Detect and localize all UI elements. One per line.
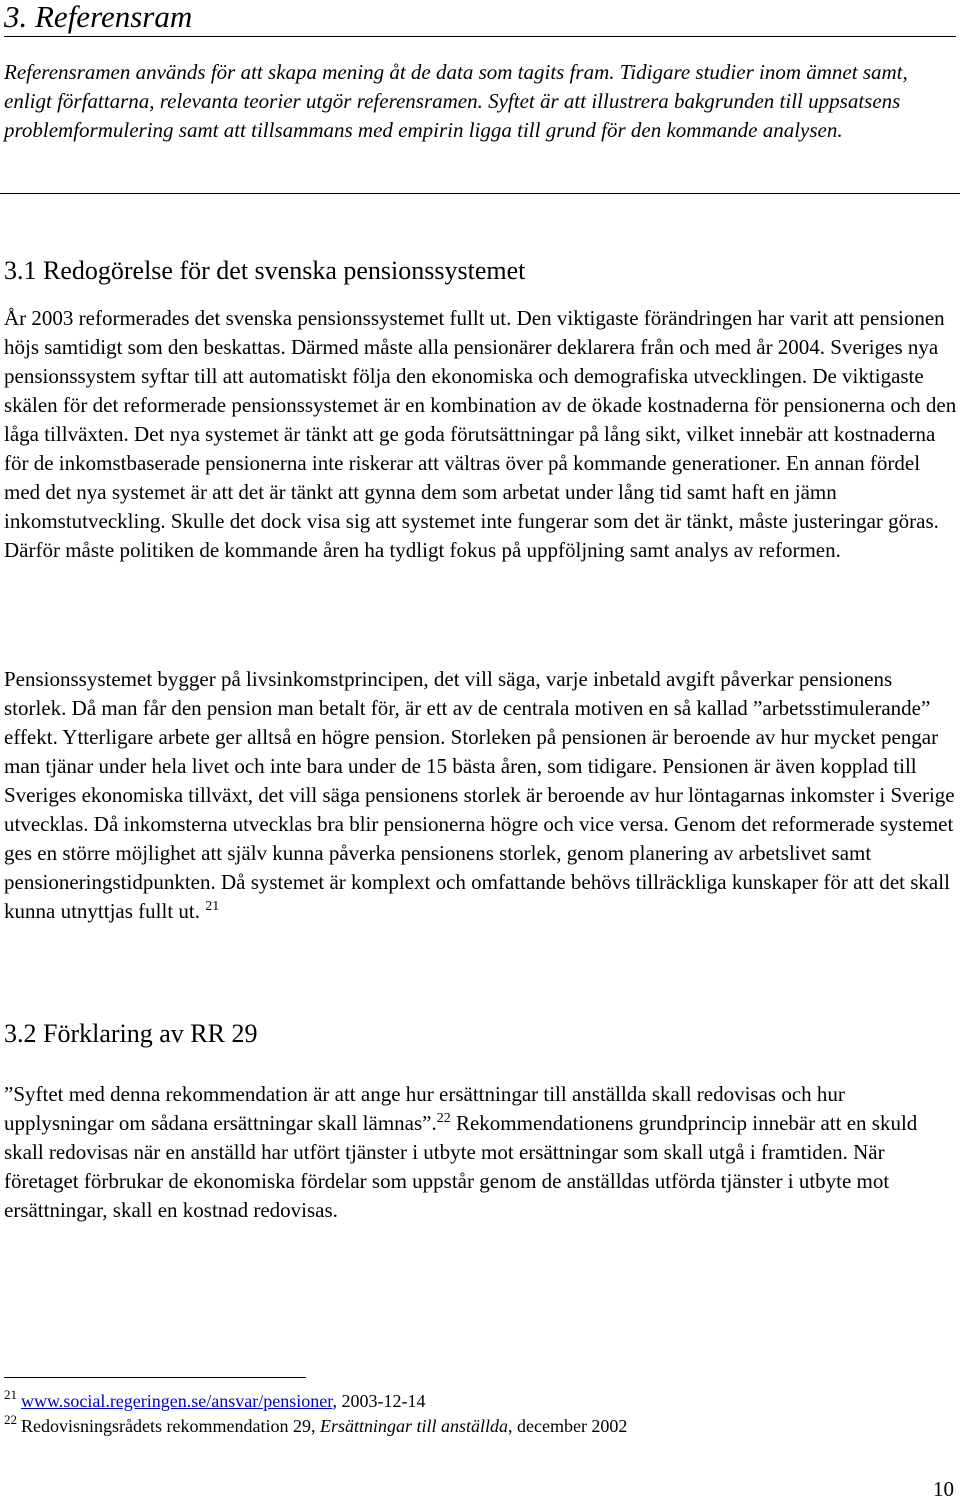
footnote-number: 22 <box>4 1412 17 1427</box>
section-3-2-paragraph <box>4 1080 958 1225</box>
chapter-title: 3. Referensram <box>4 0 956 37</box>
paragraph-2-text: Pensionssystemet bygger på livsinkomstprincipen, det vill säga, varje inbetald avgift påverkar pensionens storlek. Då man får den pension man betalt för, är ett av de centrala motiven en så kallad ”arbetsstimulerande” effekt. Ytterligare arbete ger alltså en högre pension. Storleken på pensionen är beroende av hur mycket pengar man tjänar under hela livet och inte bara under de 15 bästa åren, som tidigare. Pensionen är även kopplad till Sveriges ekonomiska tillväxt, det vill säga pensionens storlek är beroende av hur löntagarnas inkomster i Sverige utvecklas. Då inkomsterna utvecklas bra blir pensionerna högre och vice versa. Genom det reformerade systemet ges en större möjlighet att själv kunna påverka pensionens storlek, genom planering av arbetslivet samt pensioneringstidpunkten. Då systemet är komplext och omfattande behövs tillräckliga kunskaper för att det skall kunna utnyttjas fullt ut. <box>4 667 955 923</box>
chapter-intro: Referensramen används för att skapa mening åt de data som tagits fram. Tidigare studier inom ämnet samt, enligt författarna, relevanta teorier utgör referensramen. Syftet är att illustrera bakgrunden till uppsatsens problemformulering samt att tillsammans med empirin ligga till grund för den kommande analysen. <box>4 60 908 142</box>
rr29-quote: ”Syftet med denna rekommendation är att ange hur ersättningar till anställda skall redovisas och hur upplysningar om sådana ersättningar skall lämnas”. <box>4 1082 845 1135</box>
footnote-22 <box>4 1412 628 1437</box>
rr29-explanation: Rekommendationens grundprincip innebär att en skuld skall redovisas när en anställd har utfört tjänster i utbyte mot ersättningar som skall utgå i framtiden. När företaget förbrukar de ekonomiska fördelar som uppstår genom de anställdas utförda tjänster i utbyte mot ersättningar, skall en kostnad redovisas. <box>4 1111 918 1222</box>
section-heading-3-1: 3.1 Redogörelse för det svenska pensionssystemet <box>4 256 526 285</box>
footnote-separator <box>4 1377 306 1378</box>
footnote-number: 21 <box>4 1387 17 1402</box>
footnote-italic-title: Ersättningar till anställda <box>319 1416 508 1436</box>
footnote-text-end: , december 2002 <box>507 1416 628 1436</box>
footnote-ref-21[interactable]: 21 <box>205 899 220 914</box>
page-number: 10 <box>933 1477 954 1501</box>
section-3-1-paragraph-2 <box>4 665 958 926</box>
footnote-text: Redovisningsrådets rekommendation 29, <box>21 1416 320 1436</box>
footnote-link[interactable]: www.social.regeringen.se/ansvar/pensioner <box>21 1391 333 1411</box>
section-heading-3-2: 3.2 Förklaring av RR 29 <box>4 1019 258 1048</box>
footnote-date: , 2003-12-14 <box>332 1391 426 1411</box>
section-divider <box>0 193 960 194</box>
section-3-1-paragraph-1: År 2003 reformerades det svenska pensionssystemet fullt ut. Den viktigaste förändringen har varit att pensionen höjs samtidigt som den beskattas. Därmed måste alla pensionärer deklarera från och med år 2004. Sveriges nya pensionssystem syftar till att automatiskt följa den ekonomiska och demografiska utvecklingen. De viktigaste skälen för det reformerade pensionssystemet är en kombination av de ökade kostnaderna för pensionerna och den låga tillväxten. Det nya systemet är tänkt att ge goda förutsättningar på lång sikt, vilket innebär att kostnaderna för de inkomstbaserade pensionerna inte riskerar att vältras över på kommande generationer. En annan fördel med det nya systemet är att det är tänkt att gynna dem som arbetat under lång tid samt haft en jämn inkomstutveckling. Skulle det dock visa sig att systemet inte fungerar som det är tänkt, måste justeringar göras. Därför måste politiken de kommande åren ha tydligt fokus på uppföljning samt analys av reformen. <box>4 306 957 562</box>
footnote-21 <box>4 1387 426 1412</box>
footnote-ref-22[interactable]: 22 <box>436 1111 451 1126</box>
